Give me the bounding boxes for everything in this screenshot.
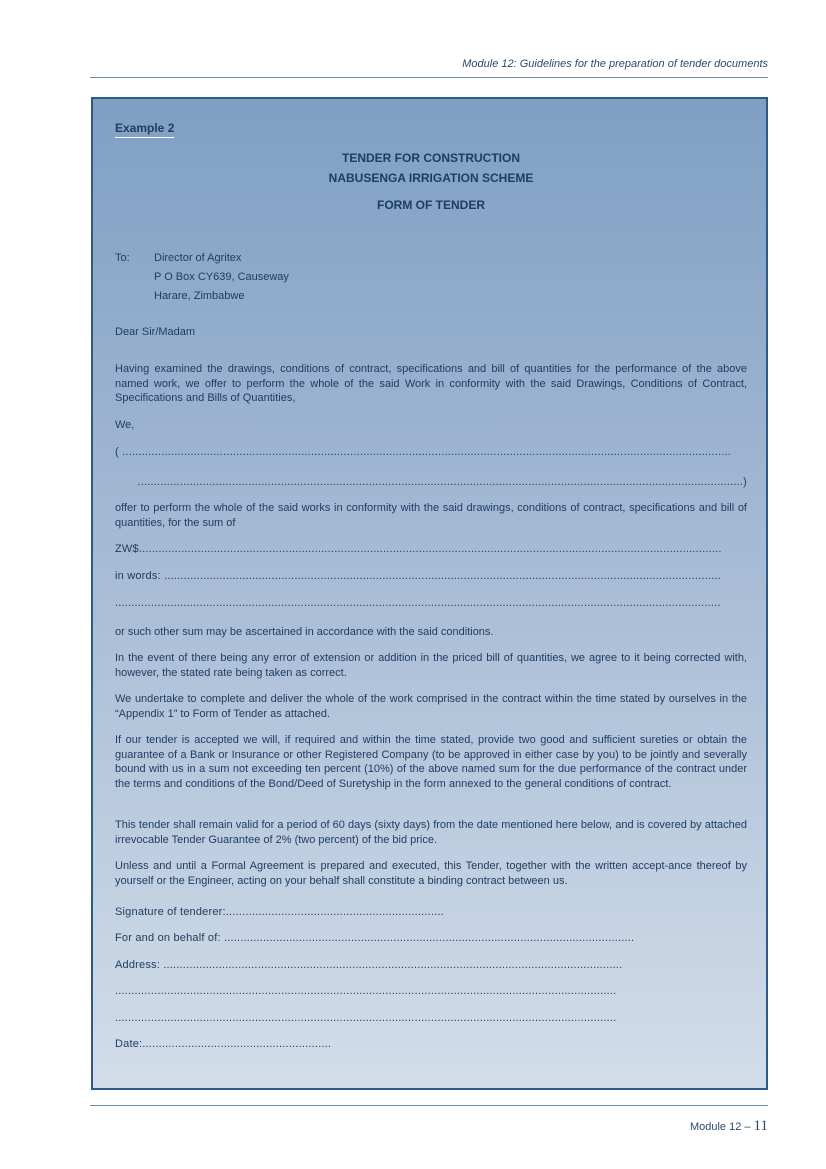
tender-title: TENDER FOR CONSTRUCTION (342, 151, 520, 165)
sum-in-words-line: in words: ........................................................................................................................................................................... (115, 570, 721, 582)
address-blank-line: .......................................................................................................................................................... (115, 1012, 617, 1024)
or-such-paragraph: or such other sum may be ascertained in accordance with the said conditions. (115, 626, 494, 638)
form-panel (91, 97, 768, 1090)
header-rule (90, 77, 768, 78)
running-header: Module 12: Guidelines for the preparation of tender documents (462, 58, 768, 70)
offer-paragraph: offer to perform the whole of the said works in conformity with the said drawings, conditions of contract, specifications and bill of quantities, for the sum of (115, 502, 747, 529)
scheme-title: NABUSENGA IRRIGATION SCHEME (328, 171, 534, 185)
intro-paragraph: Having examined the drawings, conditions of contract, specifications and bill of quantities for the performance of the above named work, we offer to perform the whole of the said Work in conformity with the said Drawings, Conditions of Contract, Specifications and Bills of Quantities, (115, 363, 747, 404)
address-line: P O Box CY639, Causeway (154, 271, 289, 283)
salutation: Dear Sir/Madam (115, 326, 196, 338)
page-footer (690, 1118, 768, 1135)
undertake-paragraph: We undertake to complete and deliver the whole of the work comprised in the contract within the time stated by ourselves in the “Appendix 1” to Form of Tender as attached. (115, 693, 747, 720)
on-behalf-line: For and on behalf of: .............................................................................................................................. (115, 932, 635, 944)
example-label: Example 2 (115, 121, 174, 138)
to-label: To: (115, 252, 130, 264)
footer-rule (90, 1105, 768, 1106)
validity-paragraph: This tender shall remain valid for a period of 60 days (sixty days) from the date mentioned here below, and is covered by attached irrevocable Tender Guarantee of 2% (two percent) of the bid price. (115, 819, 747, 846)
date-line: Date:.......................................................... (115, 1038, 332, 1050)
we-label: We, (115, 419, 135, 431)
sum-in-words-line: .......................................................................................................................................................................................... (115, 597, 721, 609)
footer-module-label: Module 12 – (689, 1121, 751, 1133)
address-blank-line: .......................................................................................................................................................... (115, 985, 617, 997)
tenderer-name-line: ..........................................................................................................................................................................................) (137, 476, 747, 488)
acceptance-paragraph: If our tender is accepted we will, if required and within the time stated, provide two good and sufficient sureties or obtain the guarantee of a Bank or Insurance or other Registered Company (to be approved in either case by you) to be jointly and severally bound with us in a sum not exceeding ten percent (10%) of the above named sum for the due performance of the contract under the terms and conditions of the Bond/Deed of Suretyship in the form annexed to the general conditions of contract. (115, 734, 747, 790)
agreement-paragraph: Unless and until a Formal Agreement is prepared and executed, this Tender, together with the written accept-ance thereof by yourself or the Engineer, acting on your behalf shall constitute a binding contract between us. (115, 860, 747, 887)
signature-line: Signature of tenderer:................................................................... (115, 906, 444, 918)
address-line: Harare, Zimbabwe (154, 290, 245, 302)
tenderer-name-line: ( ........................................................................................................................................................................................... (115, 446, 732, 458)
address-line: Director of Agritex (154, 252, 242, 264)
page-number: 11 (753, 1118, 768, 1134)
sum-line: ZW$................................................................................................................................................................................... (115, 543, 722, 555)
form-title: FORM OF TENDER (377, 198, 485, 212)
error-paragraph: In the event of there being any error of extension or addition in the priced bill of quantities, we agree to it being corrected with, however, the stated rate being taken as correct. (115, 652, 747, 679)
address-field-line: Address: ............................................................................................................................................. (115, 959, 623, 971)
